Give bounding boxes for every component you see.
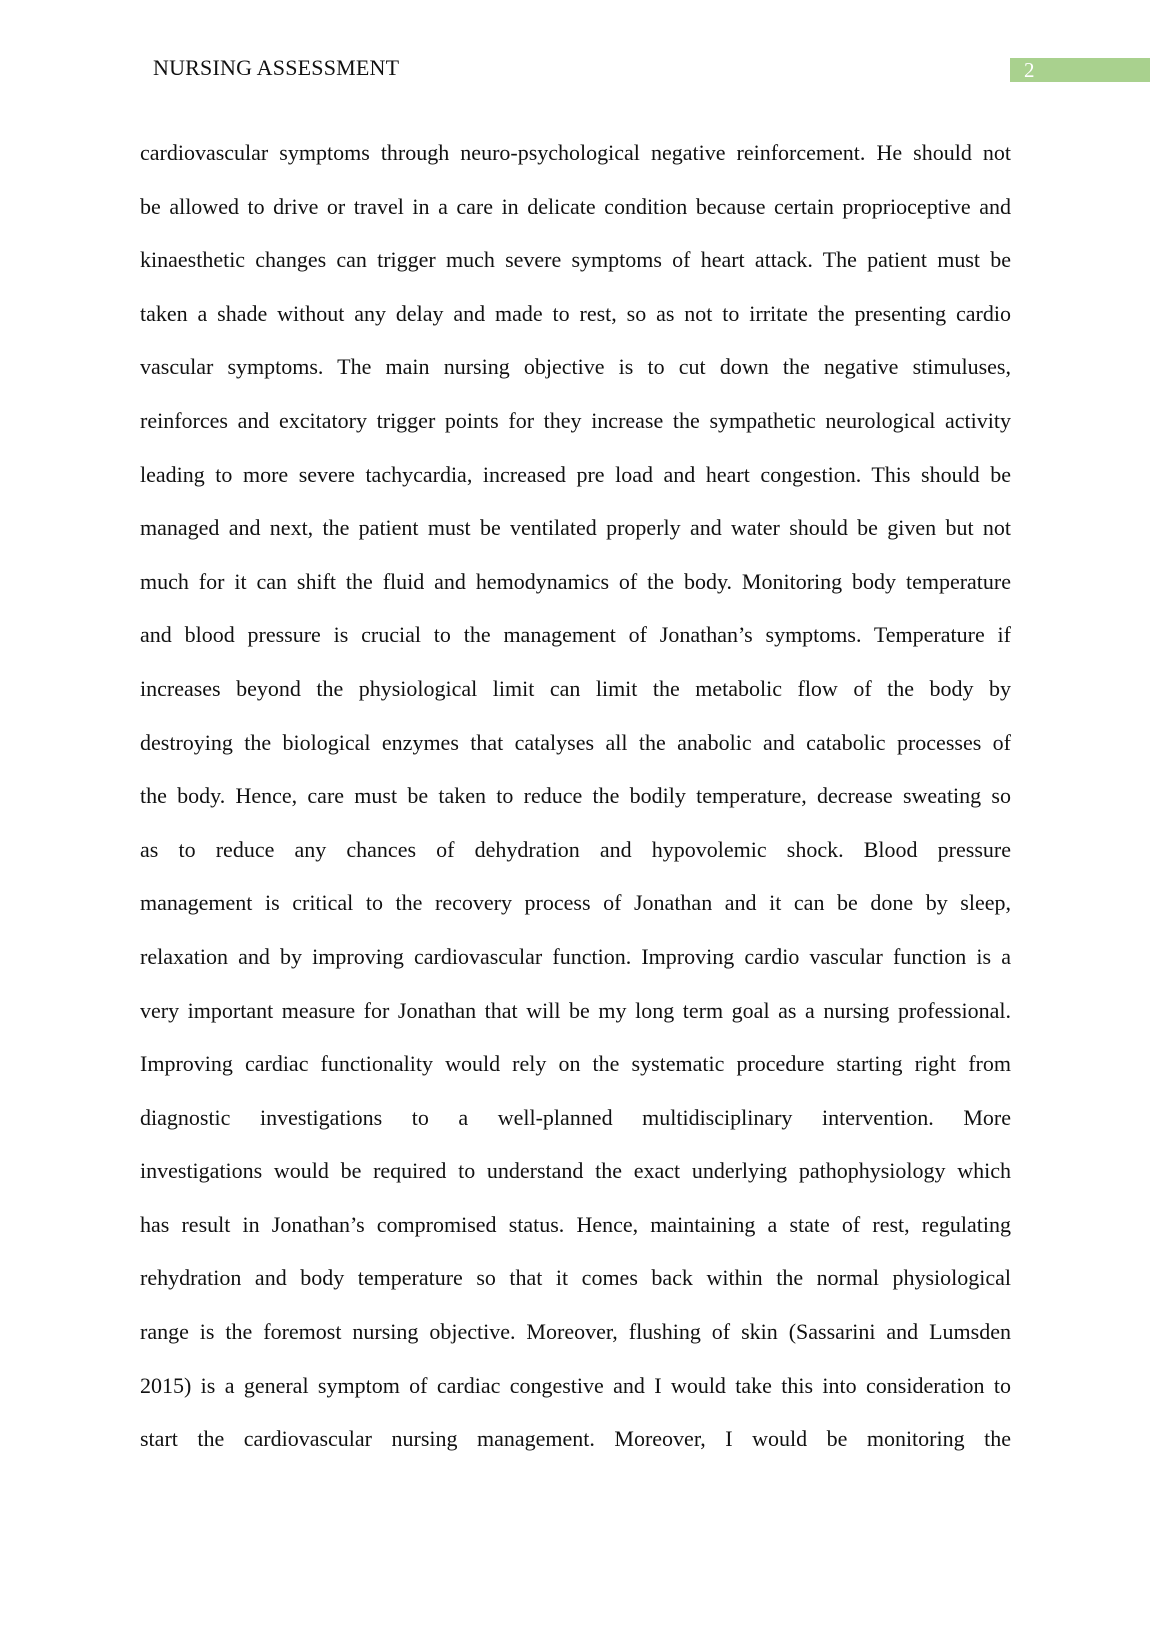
text-line: range is the foremost nursing objective. Moreover, flushing of skin (Sassarini and Lumsden <box>140 1319 1011 1345</box>
text-line: very important measure for Jonathan that will be my long term goal as a nursing professional. <box>140 997 1011 1023</box>
text-line: rehydration and body temperature so that it comes back within the normal physiological <box>140 1265 1011 1291</box>
text-line: leading to more severe tachycardia, increased pre load and heart congestion. This should be <box>140 461 1011 487</box>
text-line: relaxation and by improving cardiovascular function. Improving cardio vascular function is a <box>140 943 1011 969</box>
page-number: 2 <box>1010 58 1150 82</box>
text-line: management is critical to the recovery process of Jonathan and it can be done by sleep, <box>140 890 1011 916</box>
text-line: kinaesthetic changes can trigger much severe symptoms of heart attack. The patient must be <box>140 247 1011 273</box>
text-line: reinforces and excitatory trigger points for they increase the sympathetic neurological activity <box>140 407 1011 433</box>
text-line: vascular symptoms. The main nursing objective is to cut down the negative stimuluses, <box>140 354 1011 380</box>
text-line: increases beyond the physiological limit can limit the metabolic flow of the body by <box>140 675 1011 701</box>
text-line: 2015) is a general symptom of cardiac congestive and I would take this into consideration to <box>140 1372 1011 1398</box>
text-line: diagnostic investigations to a well-planned multidisciplinary intervention. More <box>140 1104 1011 1130</box>
text-line: taken a shade without any delay and made to rest, so as not to irritate the presenting cardio <box>140 300 1011 326</box>
text-line: start the cardiovascular nursing management. Moreover, I would be monitoring the <box>140 1426 1011 1452</box>
text-line: investigations would be required to understand the exact underlying pathophysiology which <box>140 1158 1011 1184</box>
running-head: NURSING ASSESSMENT <box>153 55 400 80</box>
text-line: as to reduce any chances of dehydration and hypovolemic shock. Blood pressure <box>140 836 1011 862</box>
text-line: destroying the biological enzymes that catalyses all the anabolic and catabolic processes of <box>140 729 1011 755</box>
text-line: much for it can shift the fluid and hemodynamics of the body. Monitoring body temperature <box>140 568 1011 594</box>
text-line: be allowed to drive or travel in a care in delicate condition because certain proprioceptive and <box>140 193 1011 219</box>
text-line: the body. Hence, care must be taken to reduce the bodily temperature, decrease sweating so <box>140 783 1011 809</box>
text-line: managed and next, the patient must be ventilated properly and water should be given but not <box>140 515 1011 541</box>
body-paragraph <box>140 133 1011 1473</box>
text-line: has result in Jonathan’s compromised status. Hence, maintaining a state of rest, regulating <box>140 1211 1011 1237</box>
text-line: Improving cardiac functionality would rely on the systematic procedure starting right from <box>140 1051 1011 1077</box>
text-line: and blood pressure is crucial to the management of Jonathan’s symptoms. Temperature if <box>140 622 1011 648</box>
text-line: cardiovascular symptoms through neuro-psychological negative reinforcement. He should not <box>140 140 1011 165</box>
